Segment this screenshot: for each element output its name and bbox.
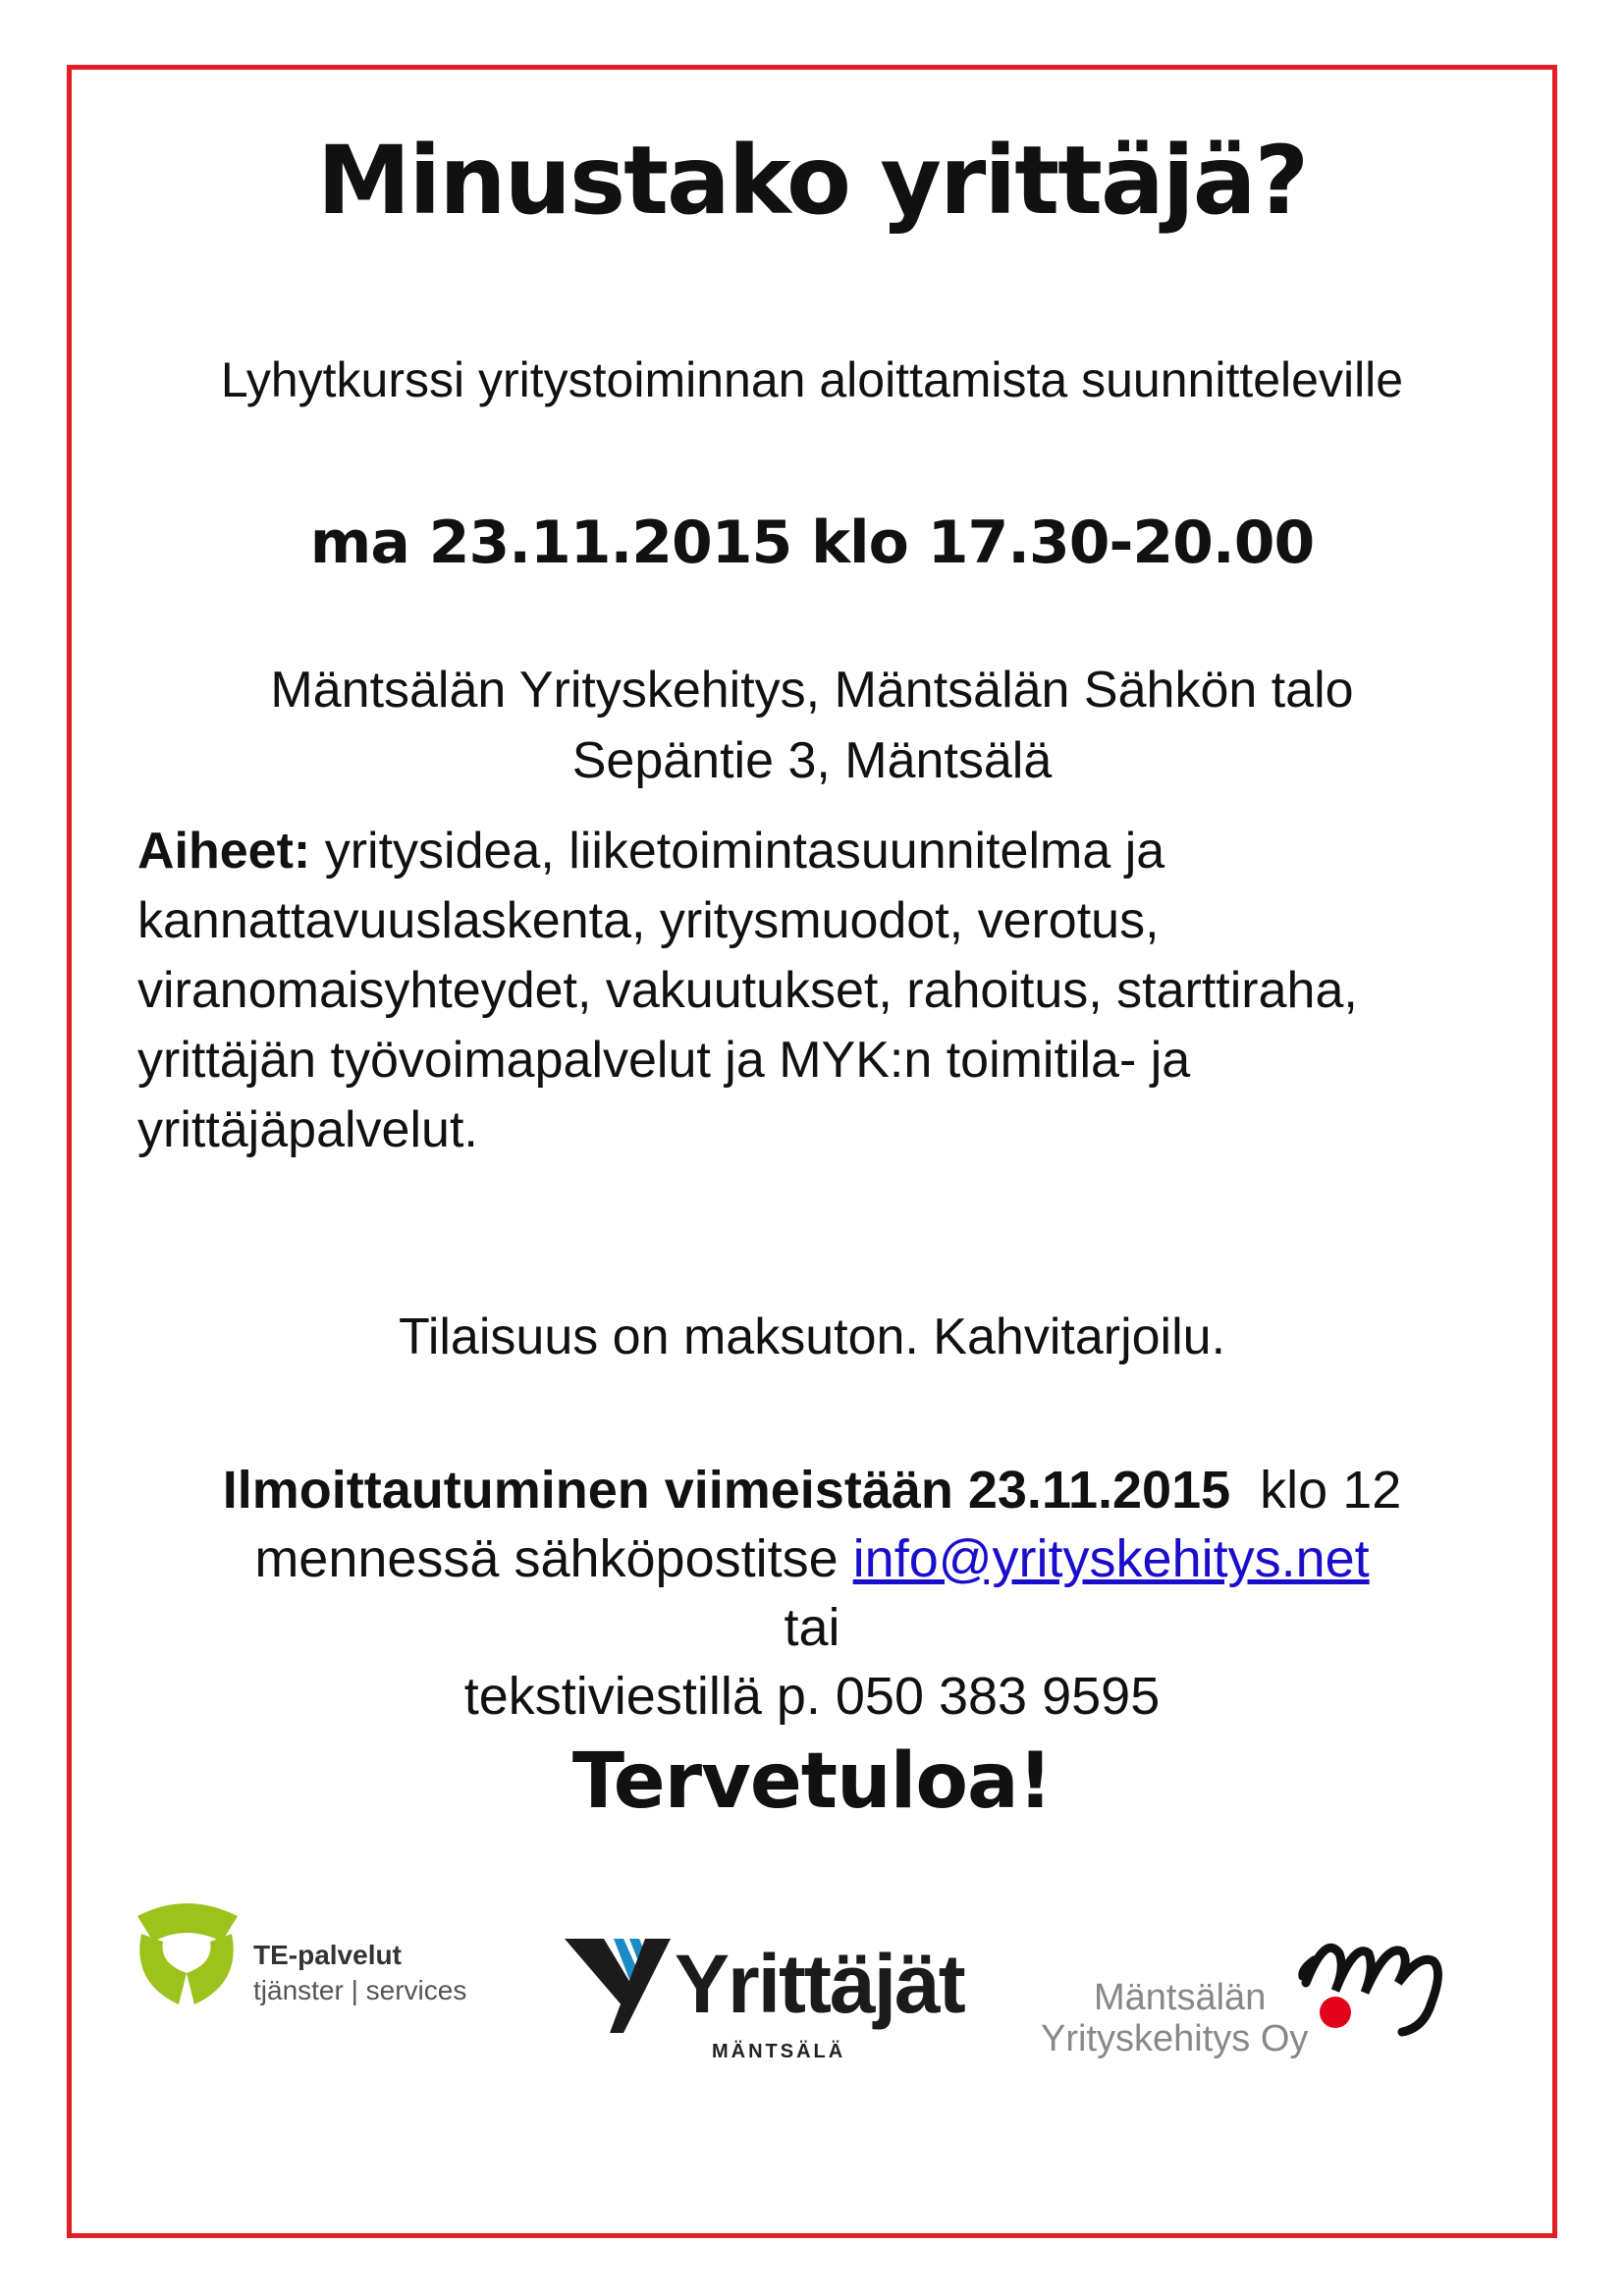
location-line-1: Mäntsälän Yrityskehitys, Mäntsälän Sähkön talo: [270, 662, 1354, 719]
welcome-text: Tervetuloa!: [571, 1737, 1053, 1826]
registration-line-1: [67, 1456, 1557, 1524]
location-line-2: Sepäntie 3, Mäntsälä: [571, 732, 1053, 789]
poster-subtitle: Lyhytkurssi yritystoiminnan aloittamista suunnitteleville: [220, 352, 1404, 407]
te-logo-sub-text: tjänster | services: [253, 1975, 467, 2005]
yrittajat-logo: [565, 1929, 964, 2076]
yrittajat-wordmark: Yrittäjät: [675, 1938, 964, 2030]
event-datetime: ma 23.11.2015 klo 17.30-20.00: [309, 508, 1315, 577]
myk-script-my-icon: [1296, 1914, 1492, 2042]
email-link[interactable]: info@yrityskehitys.net: [852, 1529, 1370, 1588]
poster-title: Minustako yrittäjä?: [316, 126, 1308, 236]
myk-logo-line-1: Mäntsälän: [1094, 1977, 1267, 2018]
registration-or: tai: [784, 1598, 840, 1657]
registration-time: klo 12: [1230, 1461, 1402, 1520]
te-logo-main-text: TE-palvelut: [253, 1940, 402, 1970]
myk-logo: [1041, 1914, 1492, 2081]
registration-block: [67, 1456, 1557, 1731]
topics-label: Aiheet:: [137, 823, 311, 880]
registration-email-prefix: mennessä sähköpostitse: [254, 1529, 853, 1588]
registration-deadline: Ilmoittautuminen viimeistään 23.11.2015: [222, 1461, 1231, 1520]
te-logo-icon: [128, 1895, 245, 2012]
topics-text: yritysidea, liiketoimintasuunnitelma ja kannattavuuslaskenta, yritysmuodot, verotus, viranomaisyhteydet, vakuutukset, rahoitus, starttiraha, yrittäjän työvoimapalvelut ja MYK:n toimitila- ja yrittäjäpalvelut.: [137, 823, 1358, 1158]
registration-line-2: [67, 1524, 1557, 1593]
free-event-note: Tilaisuus on maksuton. Kahvitarjoilu.: [398, 1308, 1226, 1365]
event-location: [67, 655, 1557, 796]
registration-sms: tekstiviestillä p. 050 383 9595: [463, 1667, 1161, 1726]
yrittajat-subtext: MÄNTSÄLÄ: [712, 2041, 846, 2062]
topics-paragraph: [137, 817, 1453, 1165]
myk-logo-line-2: Yrityskehitys Oy: [1041, 2018, 1309, 2059]
yrittajat-y-icon: [565, 1939, 673, 2037]
te-palvelut-logo: [128, 1895, 520, 2042]
